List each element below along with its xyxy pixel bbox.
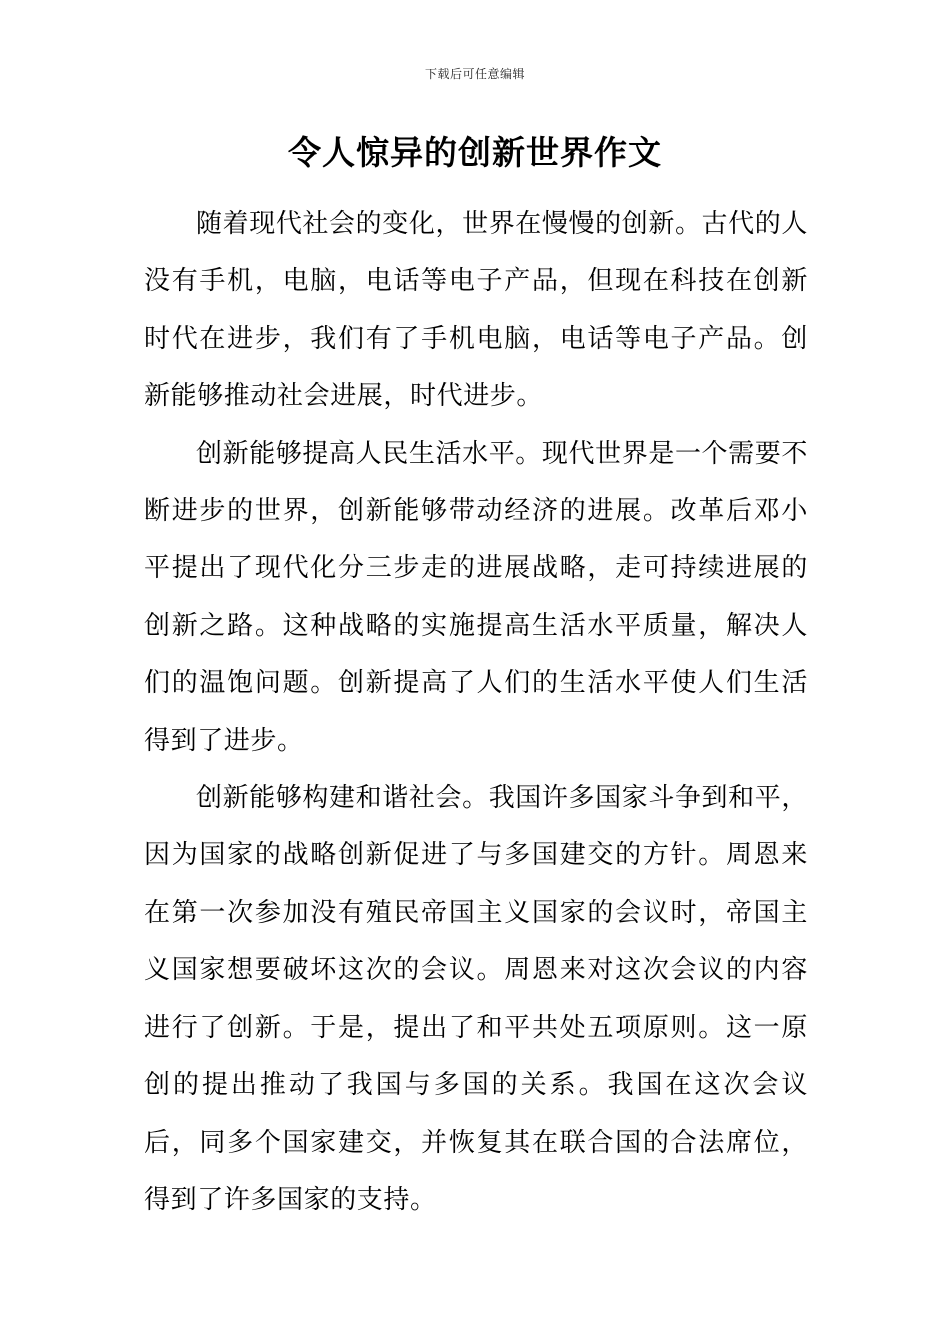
header-note: 下载后可任意编辑 bbox=[424, 67, 525, 81]
paragraph: 创新能够构建和谐社会。我国许多国家斗争到和平，因为国家的战略创新促进了与多国建交的方针。周恩来在第一次参加没有殖民帝国主义国家的会议时，帝国主义国家想要破坏这次的会议。周恩来对这次会议的内容进行了创新。于是，提出了和平共处五项原则。这一原创的提出推动了我国与多国的关系。我国在这次会议后，同多个国家建交，并恢复其在联合国的合法席位，得到了许多国家的支持。 bbox=[144, 783, 808, 1215]
document-title: 令人惊异的创新世界作文 bbox=[288, 133, 662, 172]
paragraph: 创新能够提高人民生活水平。现代世界是一个需要不断进步的世界，创新能够带动经济的进展。改革后邓小平提出了现代化分三步走的进展战略，走可持续进展的创新之路。这种战略的实施提高生活水平质量，解决人们的温饱问题。创新提高了人们的生活水平使人们生活得到了进步。 bbox=[144, 438, 808, 756]
document-body bbox=[144, 196, 808, 1229]
paragraph: 随着现代社会的变化，世界在慢慢的创新。古代的人没有手机，电脑，电话等电子产品，但现在科技在创新时代在进步，我们有了手机电脑，电话等电子产品。创新能够推动社会进展，时代进步。 bbox=[144, 209, 808, 412]
